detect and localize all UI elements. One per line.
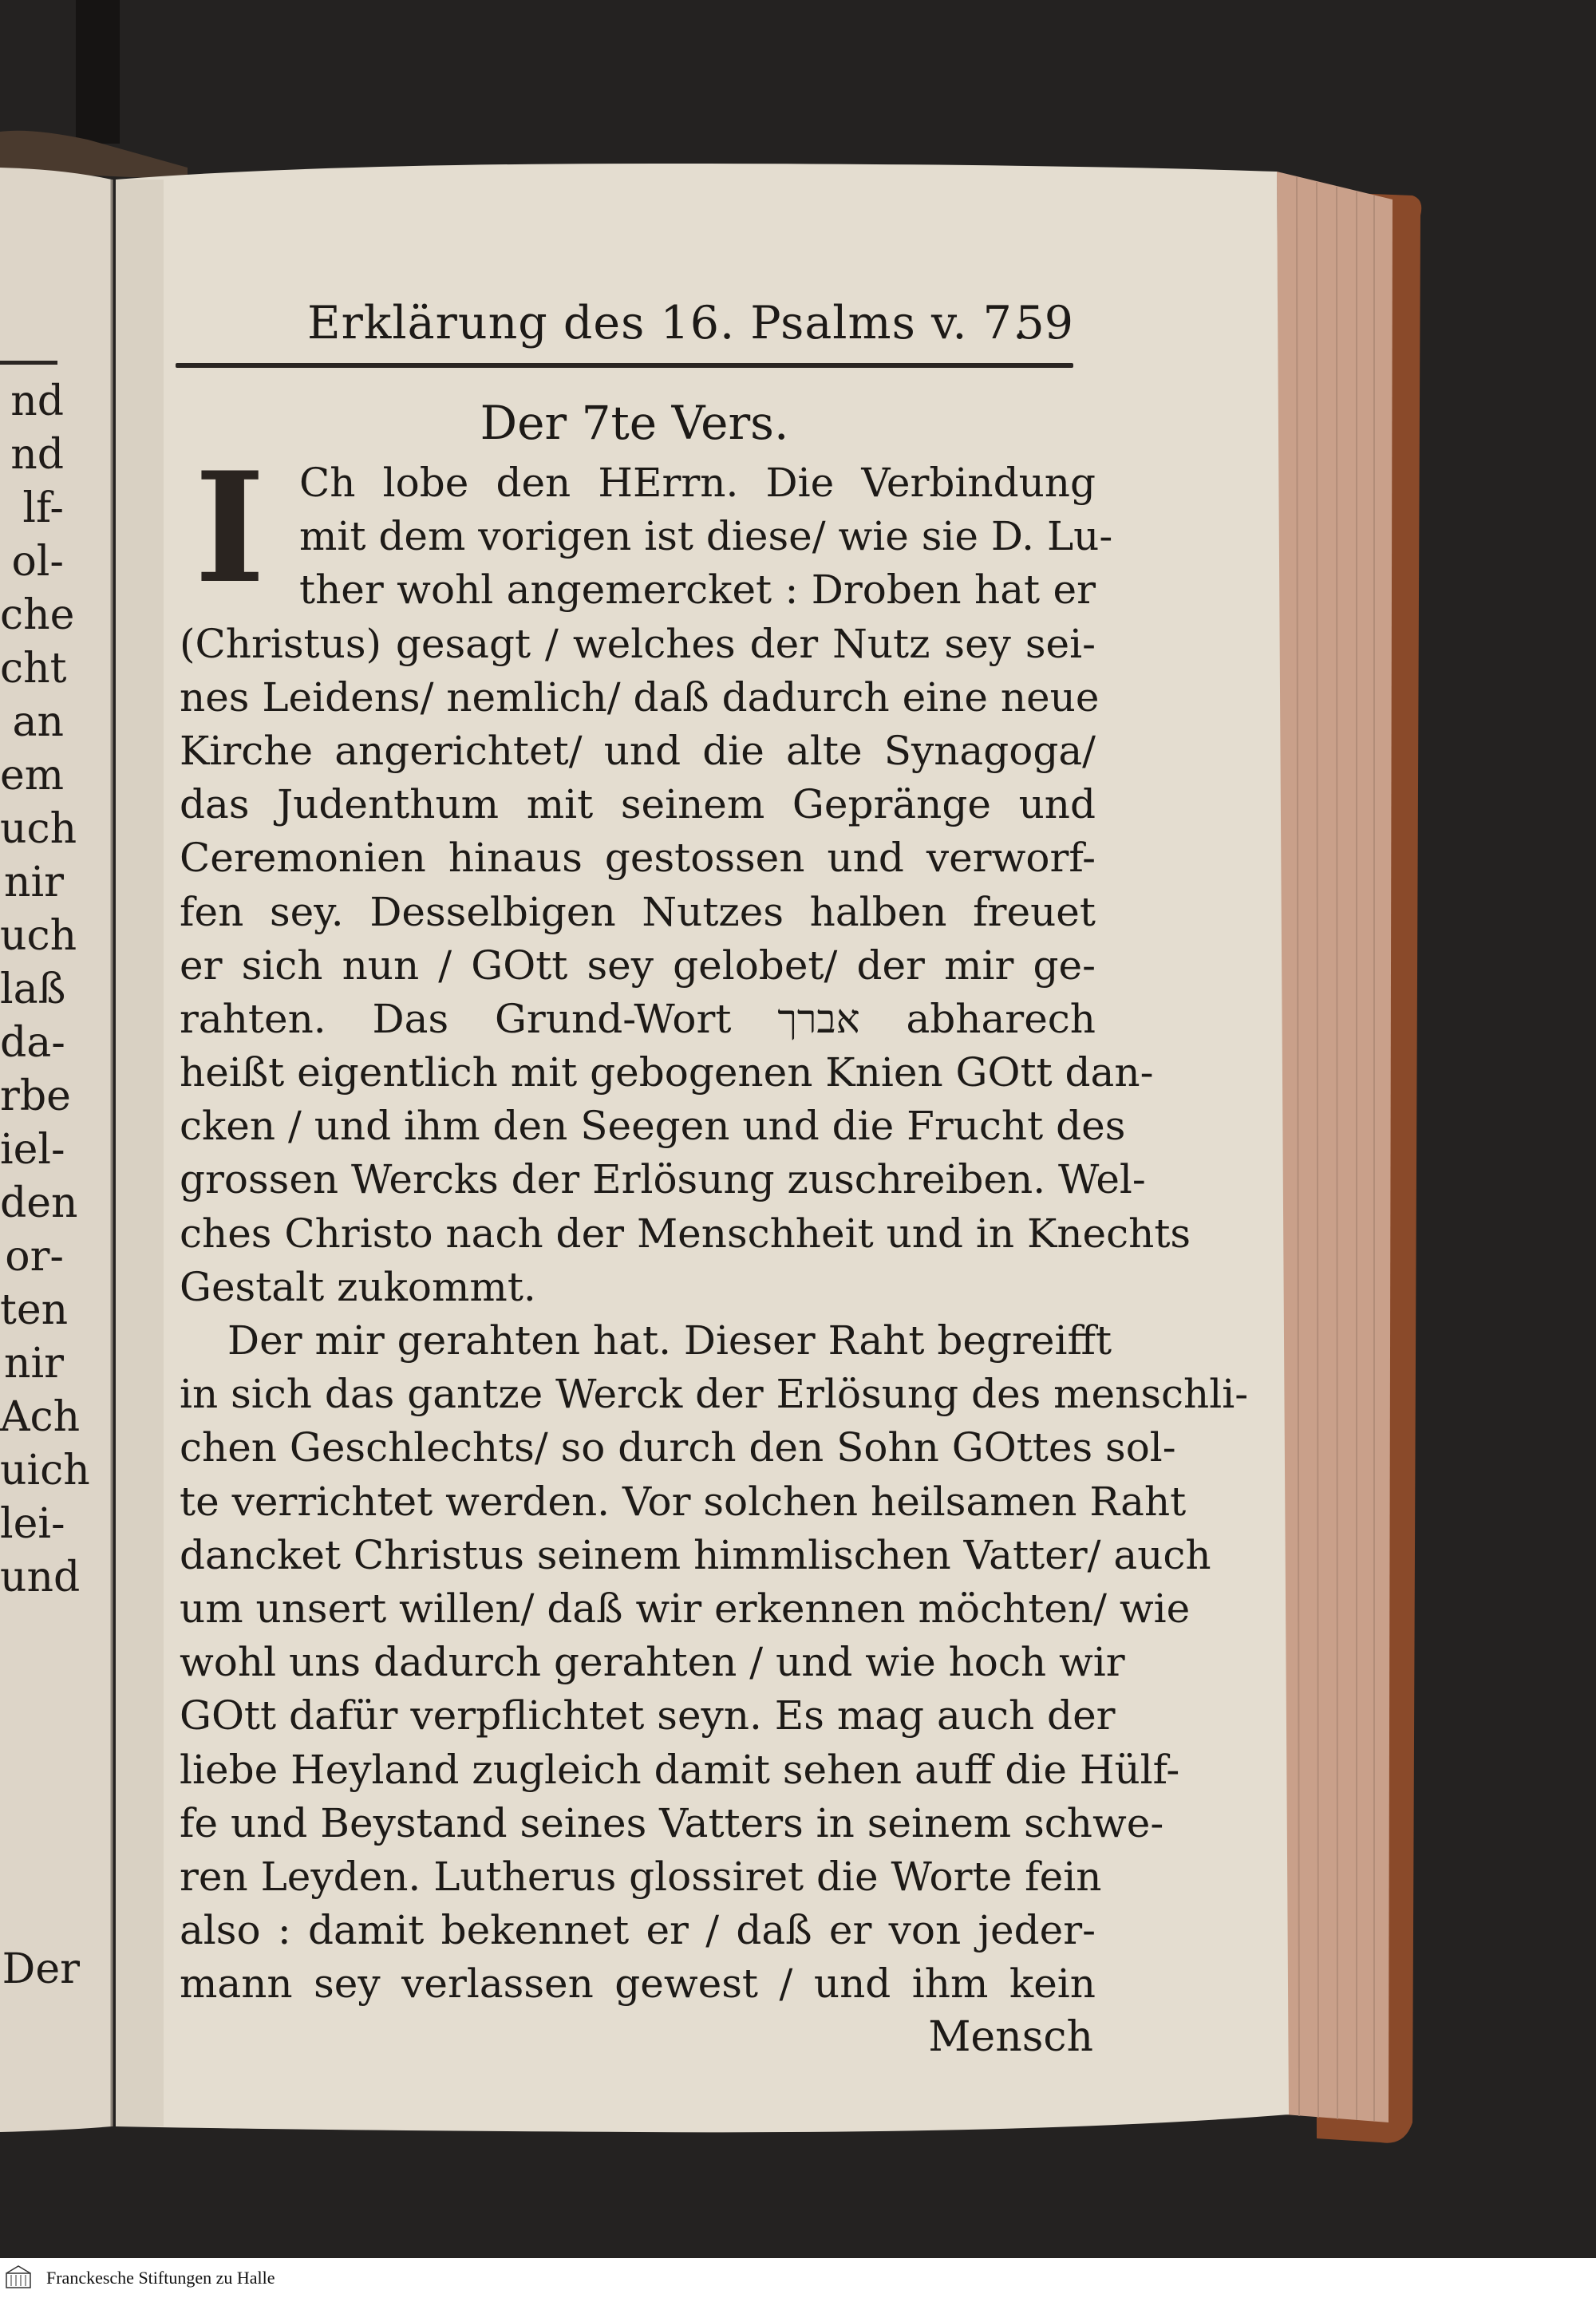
- text-line: Ch lobe den HErrn. Die Verbindung: [299, 460, 1096, 506]
- text-line: ther wohl angemercket : Droben hat er: [299, 567, 1096, 614]
- text-line: wohl uns dadurch gerahten / und wie hoch wir: [180, 1639, 1125, 1686]
- text-line: mit dem vorigen ist diese/ wie sie D. Lu-: [299, 513, 1113, 560]
- left-page-fragment: uich: [0, 1447, 90, 1494]
- left-page-fragment: cht: [0, 645, 67, 693]
- left-page-fragment: nd: [10, 377, 64, 425]
- footer-bar: [0, 2258, 1596, 2298]
- foundation-logo-icon: [5, 2264, 32, 2292]
- left-page-fragment: em: [0, 752, 65, 800]
- text-line: nes Leidens/ nemlich/ daß dadurch eine neue: [180, 673, 1100, 721]
- left-page-fragment: iel-: [0, 1126, 65, 1174]
- left-page-catchword: Der: [2, 1945, 80, 1993]
- left-page-fragment: an: [12, 698, 64, 746]
- running-head: [307, 291, 1085, 355]
- text-line: in sich das gantze Werck der Erlösung des menschli-: [180, 1371, 1249, 1418]
- left-page-fragment: Ach: [0, 1393, 81, 1441]
- drop-cap: I: [194, 439, 266, 617]
- left-page-fragment: ol-: [11, 538, 64, 586]
- text-line: Der mir gerahten hat. Dieser Raht begreifft: [227, 1317, 1112, 1364]
- verse-title: Der 7te Vers.: [480, 396, 789, 450]
- header-rule: [176, 363, 1073, 368]
- left-page-fragment: lf-: [22, 484, 64, 532]
- left-page-fragment: laß: [0, 965, 66, 1013]
- left-page-fragment: nir: [4, 1340, 64, 1388]
- text-line: liebe Heyland zugleich damit sehen auff die Hülf-: [180, 1746, 1180, 1793]
- text-line: Kirche angerichtet/ und die alte Synagoga/: [180, 727, 1096, 774]
- left-page-fragment: und: [0, 1554, 81, 1601]
- catchword: Mensch: [928, 2013, 1093, 2061]
- text-line: fen sey. Desselbigen Nutzes halben freuet: [180, 888, 1096, 935]
- text-line: dancket Christus seinem himmlischen Vatter/ auch: [180, 1531, 1211, 1578]
- left-page-fragments: [0, 375, 90, 1605]
- text-line: fe und Beystand seines Vatters in seinem schwe-: [180, 1799, 1164, 1846]
- text-line: ches Christo nach der Menschheit und in Knechts: [180, 1210, 1191, 1257]
- text-line: um unsert willen/ daß wir erkennen möchten/ wie: [180, 1585, 1191, 1632]
- text-line: GOtt dafür verpflichtet seyn. Es mag auch der: [180, 1692, 1116, 1739]
- book-ribbon: [76, 0, 120, 144]
- left-page-fragment: che: [0, 591, 75, 639]
- running-head-title: Erklärung des 16. Psalms v. 7.: [307, 297, 1029, 349]
- gutter-shadow: [116, 180, 164, 2126]
- left-page-fragment: uch: [0, 805, 77, 853]
- text-line: ren Leyden. Lutherus glossiret die Worte fein: [180, 1853, 1102, 1900]
- text-line: grossen Wercks der Erlösung zuschreiben. Wel-: [180, 1156, 1146, 1203]
- text-line: er sich nun / GOtt sey gelobet/ der mir ge-: [180, 942, 1096, 989]
- text-line: te verrichtet werden. Vor solchen heilsamen Raht: [180, 1478, 1187, 1525]
- text-line: Ceremonien hinaus gestossen und verworf-: [180, 835, 1096, 882]
- left-page-fragment: da-: [0, 1019, 65, 1067]
- text-line: mann sey verlassen gewest / und ihm kein: [180, 1960, 1096, 2008]
- text-line: also : damit bekennet er / daß er von jeder-: [180, 1907, 1096, 1954]
- left-page-fragment: uch: [0, 912, 77, 960]
- text-line: chen Geschlechts/ so durch den Sohn GOttes sol-: [180, 1424, 1176, 1471]
- text-line: cken / und ihm den Seegen und die Frucht des: [180, 1103, 1126, 1150]
- left-page-fragment: nir: [4, 859, 64, 906]
- footer-text: Franckesche Stiftungen zu Halle: [46, 2268, 275, 2288]
- text-line: das Judenthum mit seinem Gepränge und: [180, 781, 1096, 828]
- body-text: [180, 456, 1249, 2011]
- text-line: Gestalt zukommt.: [180, 1263, 536, 1310]
- left-page-fragment: den: [0, 1179, 78, 1227]
- left-page-rule: [0, 361, 57, 365]
- text-line: heißt eigentlich mit gebogenen Knien GOtt dan-: [180, 1049, 1154, 1096]
- page-edges: [1277, 172, 1393, 2122]
- page-number: 59: [1015, 297, 1073, 349]
- text-line: rahten. Das Grund-Wort אברך abharech: [180, 995, 1096, 1042]
- left-page-fragment: lei-: [0, 1500, 65, 1548]
- left-page-fragment: rbe: [0, 1072, 71, 1120]
- left-page-fragment: or-: [5, 1233, 64, 1281]
- left-page-fragment: ten: [0, 1286, 69, 1334]
- text-line: (Christus) gesagt / welches der Nutz sey sei-: [180, 620, 1096, 667]
- left-page-fragment: nd: [10, 431, 64, 479]
